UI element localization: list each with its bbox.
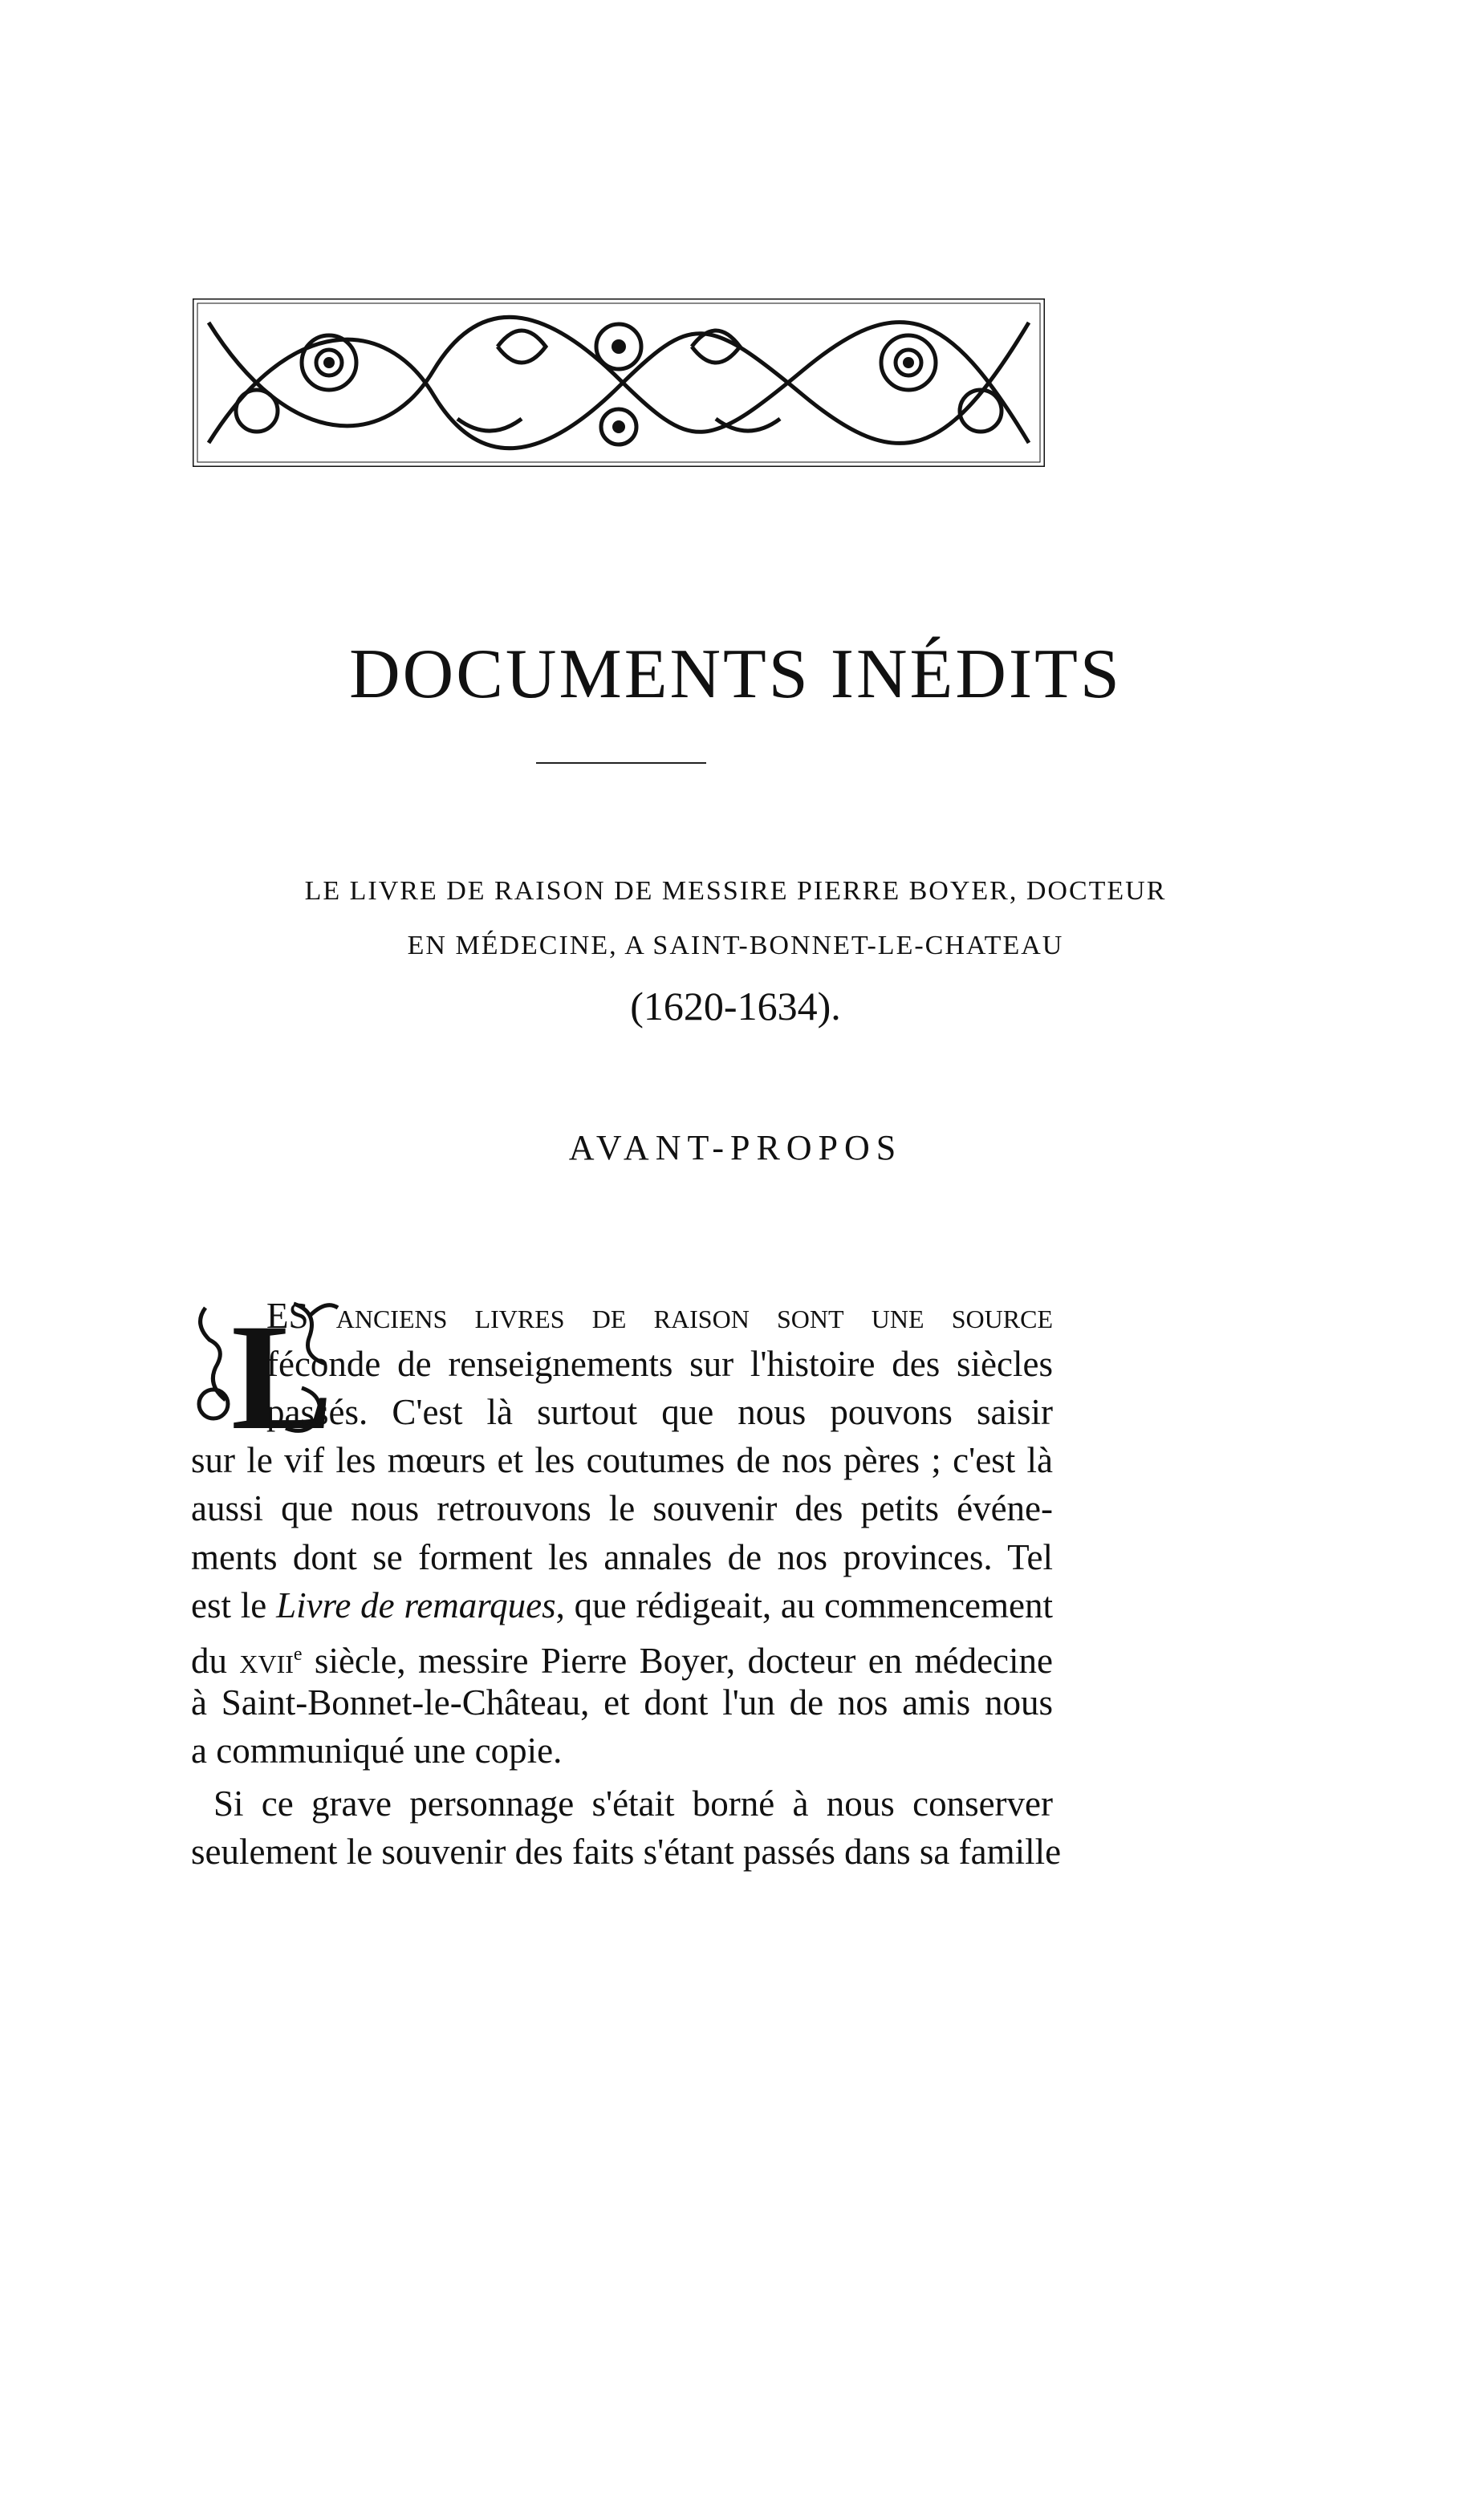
paragraph-1-line: à Saint-Bonnet-le-Château, et dont l'un de nos amis nous (191, 1682, 1053, 1723)
paragraph-1-line (191, 1630, 1053, 1685)
roman-numeral: xvii (239, 1641, 294, 1681)
text: du (191, 1641, 240, 1681)
paragraph-1-line: sur le vif les mœurs et les coutumes de nos pères ; c'est là (191, 1440, 1053, 1480)
paragraph-1-line: passés. C'est là surtout que nous pouvons saisir (266, 1392, 1053, 1432)
text: ES anciens livres de raison sont une source (266, 1296, 1053, 1336)
text: est le (191, 1585, 277, 1625)
svg-text:L: L (231, 1293, 333, 1440)
superscript: e (293, 1644, 303, 1665)
paragraph-1-line: aussi que nous retrouvons le souvenir des petits événe- (191, 1488, 1053, 1528)
page-title: DOCUMENTS INÉDITS (349, 635, 1122, 713)
subtitle-dates: (1620-1634). (630, 984, 841, 1029)
text: , que rédigeait, au commencement (555, 1585, 1054, 1625)
text: siècle, messire Pierre Boyer, docteur en médecine (302, 1641, 1053, 1681)
section-heading: AVANT-PROPOS (568, 1128, 903, 1167)
title-divider (536, 762, 706, 764)
paragraph-1-line (266, 1292, 1053, 1340)
paragraph-1-line: ments dont se forment les annales de nos provinces. Tel (191, 1537, 1053, 1577)
paragraph-1-line: féconde de renseignements sur l'histoire des siècles (266, 1344, 1053, 1384)
italic-book-title: Livre de remarques (276, 1585, 556, 1625)
subtitle-line-1: LE LIVRE DE RAISON DE MESSIRE PIERRE BOYER, DOCTEUR (304, 876, 1167, 906)
paragraph-2-line: Si ce grave personnage s'était borné à nous conserver (213, 1783, 1053, 1824)
paragraph-1-line: a communiqué une copie. (191, 1731, 563, 1771)
paragraph-2-line: seulement le souvenir des faits s'étant passés dans sa famille (191, 1832, 1062, 1872)
paragraph-1-line (191, 1581, 1053, 1629)
subtitle-line-2: EN MÉDECINE, A SAINT-BONNET-LE-CHATEAU (407, 931, 1064, 960)
decorative-floral-headpiece (193, 298, 1045, 467)
